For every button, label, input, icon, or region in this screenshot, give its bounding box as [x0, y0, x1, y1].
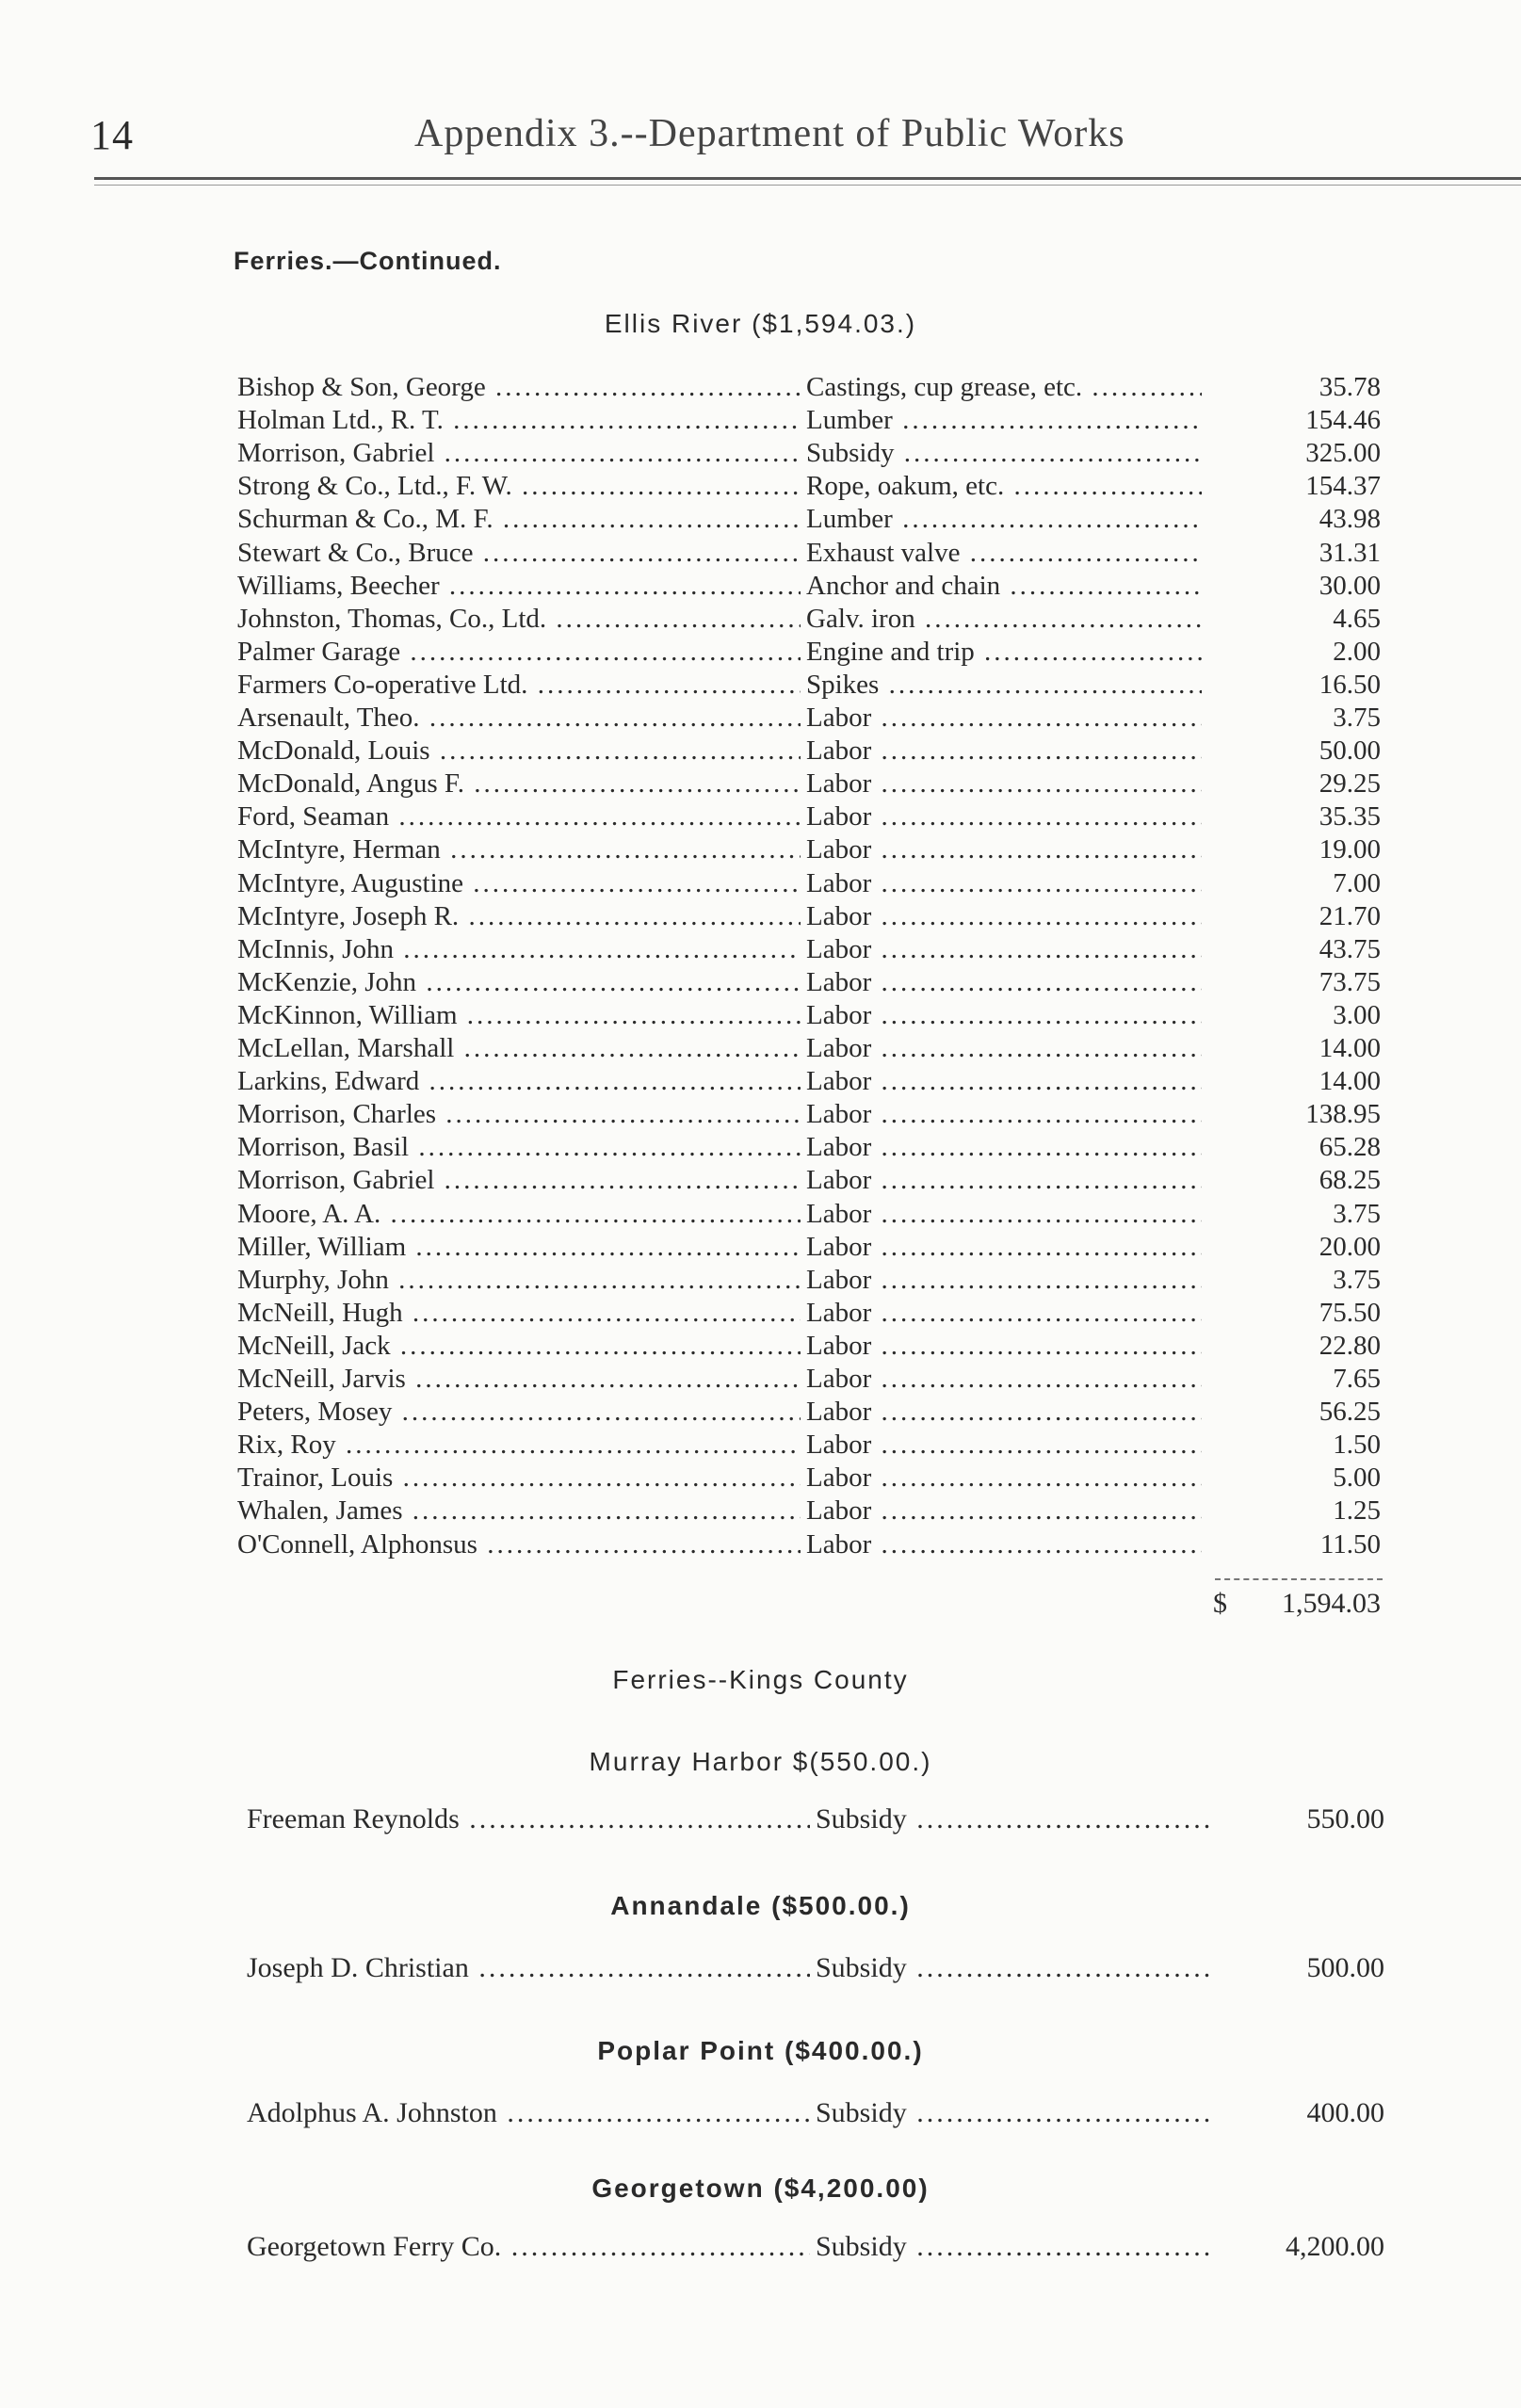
poplar-point-heading: Poplar Point ($400.00.) — [597, 2036, 924, 2065]
table-row — [0, 800, 1521, 833]
payee-name: Freeman Reynolds ..... — [247, 1801, 810, 1838]
payment-amount: 43.75 — [1319, 934, 1381, 964]
payment-item: Labor ..... — [806, 1528, 1202, 1561]
payee-name: McNeill, Jarvis ..... — [237, 1363, 801, 1396]
georgetown-heading: Georgetown ($4,200.00) — [591, 2174, 930, 2203]
table-row — [0, 1495, 1521, 1527]
table-row — [0, 1164, 1521, 1197]
payee-name: Whalen, James ..... — [237, 1495, 801, 1527]
payment-item: Labor ..... — [806, 867, 1202, 900]
payment-item: Labor ..... — [806, 1396, 1202, 1429]
payee-name: Larkins, Edward ..... — [237, 1065, 801, 1098]
payee-name: Farmers Co-operative Ltd. ..... — [237, 669, 801, 702]
payment-amount: 75.50 — [1319, 1298, 1381, 1328]
payment-item: Labor ..... — [806, 933, 1202, 966]
payee-name: Morrison, Gabriel ..... — [237, 1164, 801, 1197]
payment-item: Castings, cup grease, etc. ..... — [806, 371, 1202, 404]
payee-name: Rix, Roy ..... — [237, 1429, 801, 1462]
payee-name: Morrison, Basil ..... — [237, 1131, 801, 1164]
payment-amount: 7.65 — [1333, 1364, 1381, 1394]
payee-name: Morrison, Gabriel ..... — [237, 437, 801, 470]
table-row — [0, 1198, 1521, 1231]
header-rule-thin — [94, 185, 1521, 186]
payment-amount: 3.75 — [1333, 1265, 1381, 1295]
payment-amount: 3.00 — [1333, 1000, 1381, 1030]
payment-item: Labor ..... — [806, 1131, 1202, 1164]
payment-item: Labor ..... — [806, 768, 1202, 800]
payee-name: McLellan, Marshall ..... — [237, 1032, 801, 1065]
section-note: Ferries.—Continued. — [234, 247, 502, 275]
payment-item: Labor ..... — [806, 1363, 1202, 1396]
payee-name: McNeill, Jack ..... — [237, 1330, 801, 1363]
payment-item: Labor ..... — [806, 1264, 1202, 1297]
payment-amount: 4.65 — [1333, 604, 1381, 634]
table-row — [0, 735, 1521, 768]
payee-name: O'Connell, Alphonsus ..... — [237, 1528, 801, 1561]
payee-name: Arsenault, Theo. ..... — [237, 702, 801, 735]
table-row — [0, 1131, 1521, 1164]
payment-amount: 14.00 — [1319, 1033, 1381, 1063]
payment-item: Labor ..... — [806, 833, 1202, 866]
payment-item: Labor ..... — [806, 735, 1202, 768]
payee-name: McIntyre, Herman ..... — [237, 833, 801, 866]
murray-harbor-heading: Murray Harbor $(550.00.) — [589, 1747, 932, 1776]
georgetown-row — [0, 2228, 1521, 2266]
table-row — [0, 503, 1521, 536]
payment-item: Labor ..... — [806, 1462, 1202, 1495]
payment-amount: 73.75 — [1319, 967, 1381, 997]
payee-name: Williams, Beecher ..... — [237, 570, 801, 603]
payment-amount: 2.00 — [1333, 637, 1381, 667]
payee-name: McIntyre, Joseph R. ..... — [237, 900, 801, 933]
payment-item: Subsidy ..... — [806, 437, 1202, 470]
payment-amount: 21.70 — [1319, 901, 1381, 931]
payment-item: Labor ..... — [806, 1098, 1202, 1131]
poplar-point-row — [0, 2094, 1521, 2132]
payee-name: McNeill, Hugh ..... — [237, 1297, 801, 1330]
payment-item: Galv. iron ..... — [806, 603, 1202, 636]
payee-name: Johnston, Thomas, Co., Ltd. ..... — [237, 603, 801, 636]
table-row — [0, 999, 1521, 1032]
table-row — [0, 669, 1521, 702]
payee-name: McDonald, Louis ..... — [237, 735, 801, 768]
payment-amount: 7.00 — [1333, 868, 1381, 898]
payee-name: Miller, William ..... — [237, 1231, 801, 1264]
payee-name: McIntyre, Augustine ..... — [237, 867, 801, 900]
payee-name: McKinnon, William ..... — [237, 999, 801, 1032]
payee-name: McKenzie, John ..... — [237, 966, 801, 999]
table-row — [0, 1264, 1521, 1297]
total-amount: 1,594.03 — [1282, 1588, 1381, 1619]
payment-item: Lumber ..... — [806, 404, 1202, 437]
payment-amount: 3.75 — [1333, 703, 1381, 733]
payee-name: Holman Ltd., R. T. ..... — [237, 404, 801, 437]
payment-item: Labor ..... — [806, 1330, 1202, 1363]
table-row — [0, 603, 1521, 636]
payment-item: Anchor and chain ..... — [806, 570, 1202, 603]
table-row — [0, 437, 1521, 470]
payment-amount: 154.37 — [1305, 471, 1381, 501]
table-row — [0, 900, 1521, 933]
payee-name: McDonald, Angus F. ..... — [237, 768, 801, 800]
table-row — [0, 1396, 1521, 1429]
payee-name: Bishop & Son, George ..... — [237, 371, 801, 404]
table-row — [0, 768, 1521, 800]
table-row — [0, 1330, 1521, 1363]
payment-amount: 325.00 — [1305, 438, 1381, 468]
table-row — [0, 470, 1521, 503]
payment-item: Subsidy ..... — [816, 1801, 1211, 1838]
payment-amount: 3.75 — [1333, 1199, 1381, 1229]
payee-name: Strong & Co., Ltd., F. W. ..... — [237, 470, 801, 503]
payee-name: McInnis, John ..... — [237, 933, 801, 966]
payment-item: Labor ..... — [806, 702, 1202, 735]
total-rule — [1215, 1578, 1383, 1580]
table-row — [0, 371, 1521, 404]
payment-item: Labor ..... — [806, 1429, 1202, 1462]
payment-item: Labor ..... — [806, 999, 1202, 1032]
payment-amount: 4,200.00 — [1286, 2231, 1384, 2262]
payment-item: Engine and trip ..... — [806, 636, 1202, 669]
payment-item: Subsidy ..... — [816, 2228, 1211, 2266]
payment-amount: 43.98 — [1319, 504, 1381, 534]
annandale-row — [0, 1949, 1521, 1987]
payee-name: Morrison, Charles ..... — [237, 1098, 801, 1131]
table-row — [0, 570, 1521, 603]
payment-amount: 22.80 — [1319, 1331, 1381, 1361]
payee-name: Georgetown Ferry Co. ..... — [247, 2228, 810, 2266]
payment-item: Labor ..... — [806, 1065, 1202, 1098]
payment-amount: 35.78 — [1319, 372, 1381, 402]
kings-county-heading: Ferries--Kings County — [612, 1665, 909, 1694]
total-currency: $ — [1213, 1588, 1227, 1619]
payment-item: Exhaust valve ..... — [806, 537, 1202, 570]
ellis-river-heading: Ellis River ($1,594.03.) — [604, 309, 917, 338]
table-row — [0, 702, 1521, 735]
payee-name: Moore, A. A. ..... — [237, 1198, 801, 1231]
payment-item: Lumber ..... — [806, 503, 1202, 536]
payee-name: Murphy, John ..... — [237, 1264, 801, 1297]
payment-item: Labor ..... — [806, 800, 1202, 833]
payment-amount: 400.00 — [1306, 2097, 1384, 2128]
table-row — [0, 1462, 1521, 1495]
table-row — [0, 1231, 1521, 1264]
table-row — [0, 1065, 1521, 1098]
payment-item: Labor ..... — [806, 1231, 1202, 1264]
payment-amount: 19.00 — [1319, 834, 1381, 865]
payee-name: Palmer Garage ..... — [237, 636, 801, 669]
payment-amount: 11.50 — [1319, 1529, 1381, 1560]
payment-amount: 154.46 — [1305, 405, 1381, 435]
payment-item: Rope, oakum, etc. ..... — [806, 470, 1202, 503]
payment-amount: 14.00 — [1319, 1066, 1381, 1096]
payment-amount: 68.25 — [1319, 1165, 1381, 1195]
payment-amount: 5.00 — [1333, 1463, 1381, 1493]
payment-amount: 138.95 — [1305, 1099, 1381, 1129]
payment-amount: 29.25 — [1319, 768, 1381, 799]
payment-amount: 20.00 — [1319, 1232, 1381, 1262]
table-row — [0, 1528, 1521, 1561]
payment-item: Labor ..... — [806, 1198, 1202, 1231]
payment-amount: 1.50 — [1333, 1430, 1381, 1460]
table-row — [0, 966, 1521, 999]
payment-item: Subsidy ..... — [816, 2094, 1211, 2132]
table-row — [0, 1098, 1521, 1131]
payee-name: Ford, Seaman ..... — [237, 800, 801, 833]
payment-amount: 1.25 — [1333, 1495, 1381, 1526]
table-row — [0, 1429, 1521, 1462]
payment-amount: 65.28 — [1319, 1132, 1381, 1162]
table-row — [0, 1297, 1521, 1330]
table-row — [0, 933, 1521, 966]
page-number: 14 — [90, 112, 134, 158]
payee-name: Peters, Mosey ..... — [237, 1396, 801, 1429]
payment-amount: 35.35 — [1319, 801, 1381, 832]
ellis-river-total — [1205, 1588, 1381, 1620]
payment-amount: 30.00 — [1319, 571, 1381, 601]
payee-name: Schurman & Co., M. F. ..... — [237, 503, 801, 536]
payment-item: Labor ..... — [806, 1495, 1202, 1527]
payee-name: Adolphus A. Johnston ..... — [247, 2094, 810, 2132]
table-row — [0, 867, 1521, 900]
header-rule — [94, 177, 1521, 180]
payment-amount: 500.00 — [1306, 1952, 1384, 1983]
table-row — [0, 537, 1521, 570]
payment-amount: 31.31 — [1319, 538, 1381, 568]
table-row — [0, 1363, 1521, 1396]
table-row — [0, 404, 1521, 437]
payment-item: Labor ..... — [806, 1032, 1202, 1065]
payment-item: Labor ..... — [806, 1297, 1202, 1330]
page-title: Appendix 3.--Department of Public Works — [414, 112, 1125, 155]
payee-name: Trainor, Louis ..... — [237, 1462, 801, 1495]
payment-item: Subsidy ..... — [816, 1949, 1211, 1987]
payment-amount: 50.00 — [1319, 735, 1381, 766]
payment-item: Labor ..... — [806, 1164, 1202, 1197]
table-row — [0, 833, 1521, 866]
table-row — [0, 1032, 1521, 1065]
table-row — [0, 636, 1521, 669]
payment-item: Labor ..... — [806, 966, 1202, 999]
payment-item: Spikes ..... — [806, 669, 1202, 702]
payment-amount: 550.00 — [1306, 1803, 1384, 1834]
payment-amount: 16.50 — [1319, 670, 1381, 700]
murray-harbor-row — [0, 1801, 1521, 1838]
payee-name: Stewart & Co., Bruce ..... — [237, 537, 801, 570]
annandale-heading: Annandale ($500.00.) — [610, 1891, 911, 1920]
payment-item: Labor ..... — [806, 900, 1202, 933]
payment-amount: 56.25 — [1319, 1397, 1381, 1427]
payee-name: Joseph D. Christian ..... — [247, 1949, 810, 1987]
